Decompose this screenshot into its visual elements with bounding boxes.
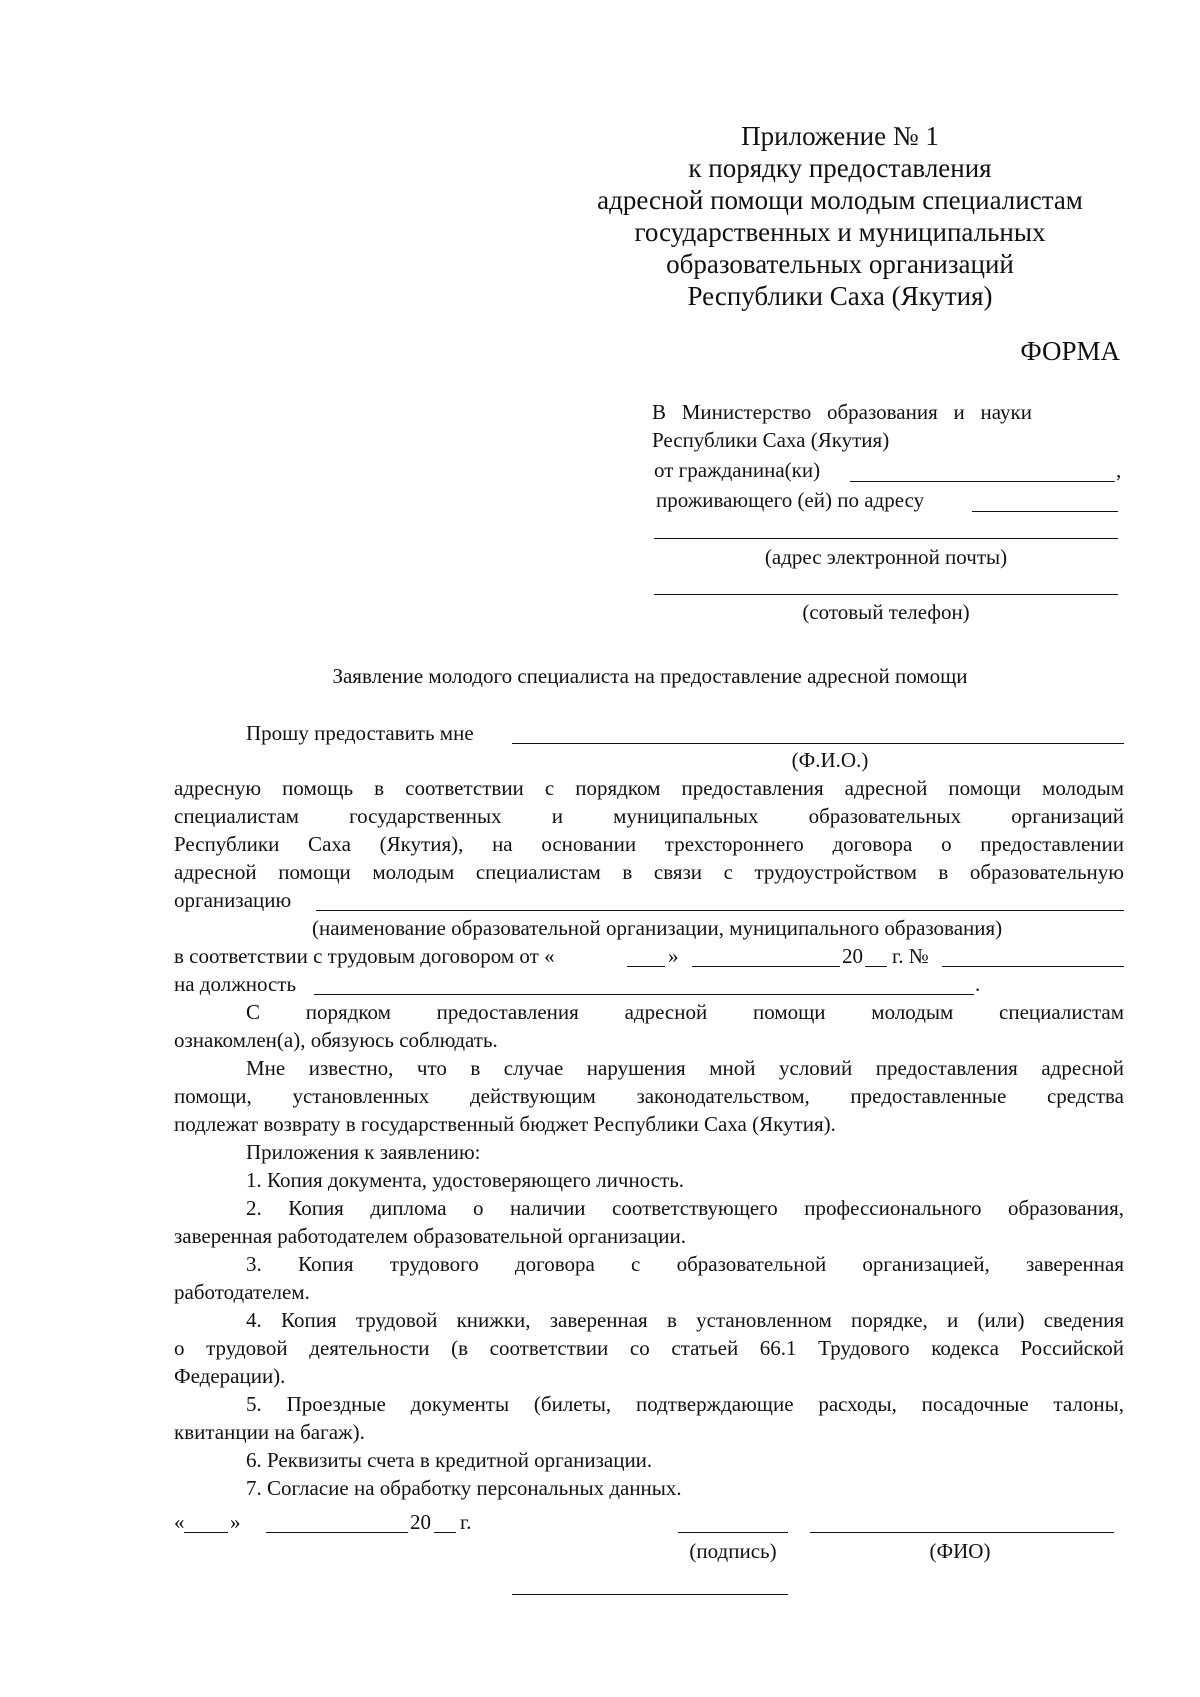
contract-number-field[interactable] [942, 966, 1124, 967]
attachment-item: 3. Копия трудового договора с образовательной организацией, заверенная [246, 1252, 1124, 1276]
date-year-suffix: г. [460, 1510, 472, 1534]
paragraph-line: С порядком предоставления адресной помощи молодым специалистам [246, 1000, 1124, 1024]
email-caption: (адрес электронной почты) [764, 545, 1008, 569]
residing-label: проживающего (ей) по адресу [656, 488, 925, 512]
attachment-item: 5. Проездные документы (билеты, подтверждающие расходы, посадочные талоны, [246, 1392, 1124, 1416]
contract-year: 20 [842, 944, 863, 968]
appendix-line: Республики Саха (Якутия) [687, 281, 993, 311]
contract-year-field[interactable] [865, 966, 887, 967]
from-label: от гражданина(ки) [654, 458, 821, 482]
address-field-1[interactable] [972, 511, 1118, 512]
position-field[interactable] [314, 994, 974, 995]
contract-day-field[interactable] [627, 966, 665, 967]
paragraph-line: Республики Саха (Якутия), на основании трехстороннего договора о предоставлении [174, 832, 1124, 856]
attachment-item-cont: о трудовой деятельности (в соответствии со статьей 66.1 Трудового кодекса Российской [174, 1336, 1124, 1360]
position-end: . [975, 972, 981, 996]
fio-signature-caption: (ФИО) [929, 1539, 991, 1563]
paragraph-line: Мне известно, что в случае нарушения мной условий предоставления адресной [246, 1056, 1124, 1080]
paragraph-line: ознакомлен(а), обязуюсь соблюдать. [174, 1028, 498, 1052]
contract-year-suffix: г. № [892, 944, 929, 968]
attachment-item: 4. Копия трудовой книжки, заверенная в установленном порядке, и (или) сведения [246, 1308, 1124, 1332]
paragraph-line: адресную помощь в соответствии с порядком предоставления адресной помощи молодым [174, 776, 1124, 800]
paragraph-line: специалистам государственных и муниципальных образовательных организаций [174, 804, 1124, 828]
addressee-republic: Республики Саха (Якутия) [652, 428, 890, 452]
bottom-blank-line[interactable] [512, 1594, 788, 1595]
date-quote-open: « [174, 1510, 185, 1534]
position-label: на должность [174, 972, 297, 996]
attachments-heading: Приложения к заявлению: [246, 1140, 481, 1164]
date-year-field[interactable] [434, 1532, 456, 1533]
date-month-field[interactable] [266, 1532, 408, 1533]
appendix-line: к порядку предоставления [688, 153, 992, 183]
from-comma: , [1116, 458, 1122, 482]
date-day-field[interactable] [184, 1532, 228, 1533]
org-caption: (наименование образовательной организации, муниципального образования) [312, 916, 1003, 940]
attachment-item-cont: работодателем. [174, 1280, 310, 1304]
appendix-number: Приложение № 1 [741, 121, 939, 151]
fio-field[interactable] [512, 743, 1124, 744]
attachment-item: 6. Реквизиты счета в кредитной организации. [246, 1448, 653, 1472]
phone-caption: (сотовый телефон) [802, 600, 970, 624]
signature-caption: (подпись) [689, 1539, 777, 1563]
from-name-field[interactable] [850, 481, 1115, 482]
contract-quote-close: » [668, 944, 679, 968]
date-quote-close: » [230, 1510, 241, 1534]
attachment-item: 2. Копия диплома о наличии соответствующего профессионального образования, [246, 1196, 1124, 1220]
address-field-2[interactable] [654, 538, 1118, 539]
appendix-line: образовательных организаций [666, 249, 1014, 279]
addressee-ministry: В Министерство образования и науки [652, 400, 1032, 424]
fio-signature-field[interactable] [810, 1532, 1114, 1533]
form-label: ФОРМА [1020, 336, 1120, 366]
attachment-item: 1. Копия документа, удостоверяющего личность. [246, 1168, 685, 1192]
org-field[interactable] [316, 910, 1124, 911]
paragraph-line: адресной помощи молодым специалистам в связи с трудоустройством в образовательную [174, 860, 1124, 884]
contract-prefix: в соответствии с трудовым договором от « [174, 944, 555, 968]
paragraph-line: подлежат возврату в государственный бюджет Республики Саха (Якутия). [174, 1112, 836, 1136]
contract-month-field[interactable] [692, 966, 840, 967]
fio-caption: (Ф.И.О.) [791, 748, 869, 772]
appendix-line: адресной помощи молодым специалистам [597, 185, 1083, 215]
attachment-item-cont: Федерации). [174, 1364, 286, 1388]
appendix-line: государственных и муниципальных [634, 217, 1046, 247]
document-title: Заявление молодого специалиста на предоставление адресной помощи [332, 664, 968, 688]
phone-field[interactable] [654, 594, 1118, 595]
org-label: организацию [174, 888, 292, 912]
signature-field[interactable] [678, 1532, 788, 1533]
date-year: 20 [410, 1510, 431, 1534]
attachment-item: 7. Согласие на обработку персональных данных. [246, 1476, 682, 1500]
attachment-item-cont: заверенная работодателем образовательной организации. [174, 1224, 686, 1248]
paragraph-line: помощи, установленных действующим законодательством, предоставленные средства [174, 1084, 1124, 1108]
attachment-item-cont: квитанции на багаж). [174, 1420, 365, 1444]
request-label: Прошу предоставить мне [246, 721, 474, 745]
